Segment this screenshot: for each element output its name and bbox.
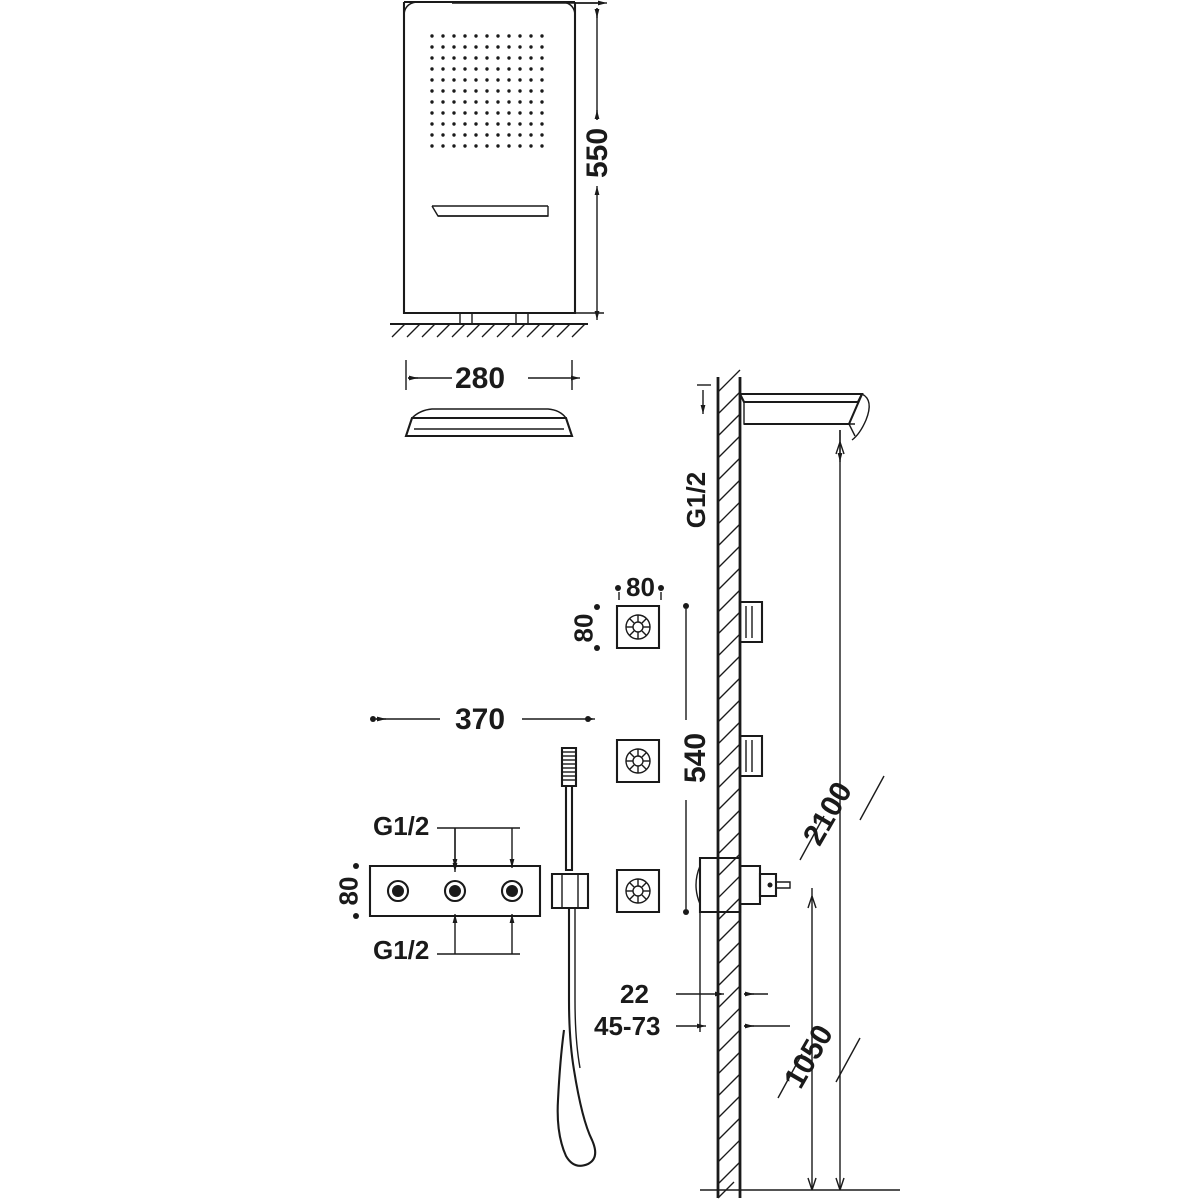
dim-label-550: 550 [581, 127, 615, 179]
dim-label-80-top-right: 80 [626, 572, 655, 602]
mounting-surface-hatch [390, 313, 588, 337]
nozzle-matrix [430, 34, 543, 147]
dim-label-280: 280 [455, 362, 506, 395]
dim-label-g12-lower: G1/2 [373, 935, 430, 965]
wall-section [718, 370, 740, 1198]
dim-label-45-73: 45-73 [594, 1011, 661, 1041]
wall-hatching [718, 370, 740, 1198]
dim-label-370: 370 [455, 703, 506, 736]
body-jet-2 [617, 740, 659, 782]
dim-label-540: 540 [679, 732, 713, 784]
cascade-slot [432, 206, 548, 216]
dim-45-73 [676, 912, 790, 1032]
hand-shower [552, 748, 595, 1166]
dim-label-22: 22 [620, 979, 649, 1009]
dim-22 [676, 960, 768, 1000]
wall-outlet-elbow [696, 858, 790, 912]
dim-label-80-valve: 80 [333, 876, 364, 906]
body-jet-1 [617, 606, 659, 648]
dim-label-2100: 2100 [796, 776, 859, 851]
dim-label-g12-top: G1/2 [681, 471, 712, 529]
body-jets-side [740, 602, 762, 776]
rain-head-front-view [390, 2, 604, 337]
dim-label-g12-upper: G1/2 [373, 811, 430, 841]
dim-label-1050: 1050 [777, 1019, 840, 1094]
dim-label-80-top-left: 80 [568, 613, 599, 643]
wall-mounted-head-side [697, 385, 869, 452]
body-jet-front-views [594, 585, 664, 912]
body-jet-3 [617, 870, 659, 912]
